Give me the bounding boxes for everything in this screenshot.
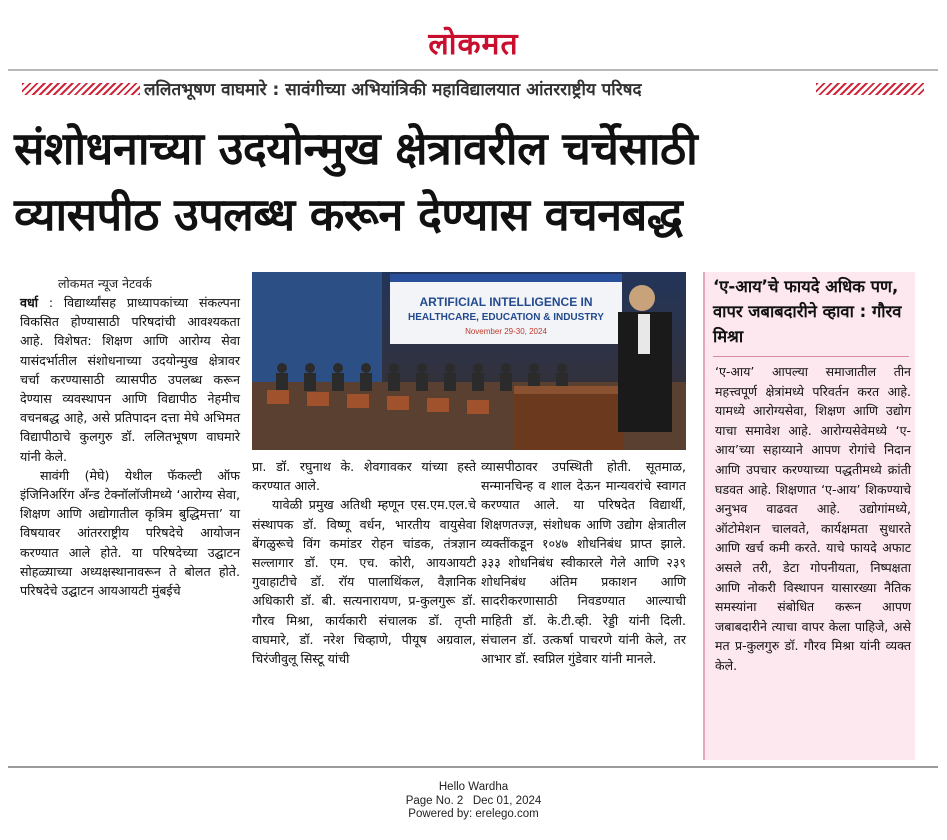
banner-date: November 29-30, 2024	[465, 327, 547, 336]
headline-line-2: व्यासपीठ उपलब्ध करून देण्यास वचनबद्ध	[14, 188, 683, 241]
article-paragraph-5: व्यासपीठावर उपस्थिती होती. सूतमाळ, सन्मानचिन्ह व शाल देऊन मान्यवरांचे स्वागत करण्यात आले. या परिषदेत विद्यार्थी, शिक्षणतज्ज्ञ, संशोधक आणि उद्योग क्षेत्रातील व्यक्तींकडून १०४७ शोधनिबंध प्राप्त झाले. ३३३ शोधनिबंध स्वीकारले गेले आणि २३९ शोधनिबंध अंतिम प्रकाशन आणि सादरीकरणासाठी निवडण्यात आल्याची माहिती डॉ. के.टी.व्ही. रेड्डी यांनी दिली. संचालन डॉ. उत्कर्षा पाचरणे यांनी केले, तर आभार डॉ. स्वप्निल गुंडेवार यांनी मानले.	[481, 459, 686, 667]
article-column-2	[252, 457, 476, 668]
hatch-decoration-right	[816, 83, 924, 95]
masthead-logo: लोकमत	[428, 27, 519, 62]
article-column-3	[481, 457, 686, 668]
banner-line-1: ARTIFICIAL INTELLIGENCE IN	[419, 295, 593, 309]
hatch-decoration-left	[22, 83, 140, 95]
article-paragraph-1	[20, 293, 240, 466]
article-paragraph-2: सावंगी (मेघे) येथील फॅकल्टी ऑफ इंजिनिअरिंग अँन्ड टेक्नॉलॉजीमध्ये ‘आरोग्य सेवा, शिक्षण आणि अद्योगातील कृत्रिम बुद्धिमत्ता’ या विषयावर आंतरराष्ट्रीय परिषदेचे आयोजन करण्यात आले होते. या परिषदेच्या उद्घाटन सोहळ्याच्या अध्यक्षस्थानावरून ते बोलत होते. परिषदेचे उद्घाटन आयआयटी मुंबईचे	[20, 467, 240, 599]
footer-edition: Hello Wardha	[438, 781, 509, 793]
article-paragraph-3: प्रा. डॉ. रघुनाथ के. शेवगावकर यांच्या हस्ते करण्यात आले.	[252, 459, 476, 494]
bottom-rule	[8, 766, 938, 768]
top-rule	[8, 69, 938, 71]
sidebar-box	[703, 272, 915, 760]
byline: लोकमत न्यूज नेटवर्क	[58, 276, 152, 291]
stage-photo-illustration	[252, 272, 686, 450]
article-column-1	[20, 293, 240, 600]
headline-line-1: संशोधनाच्या उदयोन्मुख क्षेत्रावरील चर्चेसाठी	[14, 122, 698, 175]
footer-powered-by: Powered by: erelego.com	[408, 808, 539, 820]
article-paragraph-4: यावेळी प्रमुख अतिथी म्हणून एस.एम.एल.चे संस्थापक डॉ. विष्णू वर्धन, भारतीय वायुसेवा बेंगळुरूचे विंग कमांडर रोहन चांडक, तंत्रज्ञान सल्लागार डॉ. एम. एच. कोरी, आयआयटी गुवाहाटीचे डॉ. रॉय पालाथिंकल, वैज्ञानिक अधिकारी डॉ. बी. सत्यनारायण, प्र-कुलगुरू डॉ. गौरव मिश्रा, कार्यकारी संचालक डॉ. तृप्ती वाघमारे, डॉ. नरेश चिव्हाणे, पीयूष अग्रवाल, चिरंजीवुलू सिस्टू यांची	[252, 497, 476, 667]
sidebar-divider	[713, 356, 909, 357]
banner-line-2: HEALTHCARE, EDUCATION & INDUSTRY	[408, 312, 604, 323]
headline	[14, 116, 934, 248]
dateline: वर्धा	[20, 295, 39, 310]
sidebar-body: ‘ए-आय’ आपल्या समाजातील तीन महत्त्वपूर्ण क्षेत्रांमध्ये परिवर्तन करत आहे. यामध्ये आरोग्यसेवा, शिक्षण आणि उद्योग याचा समावेश आहे. आरोग्यसेवेमध्ये ‘ए-आय’च्या सहाय्याने आपण रोगांचे निदान आणि उपचार करण्याच्या पद्धतीमध्ये क्रांती घडवत आहे. शिक्षणात ‘ए-आय’ शिकण्याचे अनुभव वाढवत आहे. उद्योगांमध्ये, ऑटोमेशन चालवते, कार्यक्षमता सुधारते आणि खर्च कमी करते. याचे फायदे अफाट असले तरी, डेटा गोपनीयता, निष्पक्षता आणि नोकरी विस्थापन यासारख्या नैतिक समस्यांना संबोधित करून आपण जबाबदारीने त्याचा वापर केला पाहिजे, असे मत प्र-कुलगुरु डॉ. गौरव मिश्रा यांनी व्यक्त केले.	[715, 364, 911, 673]
sidebar-title: ‘ए-आय’चे फायदे अधिक पण, वापर जबाबदारीने व्हावा : गौरव मिश्रा	[713, 277, 902, 346]
footer-page-date: Page No. 2 Dec 01, 2024	[405, 794, 542, 807]
kicker-text: ललितभूषण वाघमारे : सावंगीच्या अभियांत्रिकी महाविद्यालयात आंतरराष्ट्रीय परिषद	[144, 80, 642, 100]
footer	[0, 781, 947, 822]
kicker-row	[8, 74, 938, 104]
article-paragraph-1-text: : विद्यार्थ्यांसह प्राध्यापकांच्या संकल्पना विकसित होण्यासाठी परिषदांची आवश्यकता आहे. विशेषत: शिक्षण आणि आरोग्य सेवा यासंदर्भातील संशोधनाच्या उदयोन्मुख क्षेत्रावर चर्चा करण्यासाठी व्यासपीठ उपलब्ध करून देण्यास व्यवस्थापन आणि विद्यापीठ नेहमीच वचनबद्ध आहे, असे प्रतिपादन दत्ता मेघे अभिमत विद्यापीठाचे कुलगुरु डॉ. ललितभूषण वाघमारे यांनी केले.	[20, 295, 240, 464]
event-photo	[252, 272, 686, 450]
